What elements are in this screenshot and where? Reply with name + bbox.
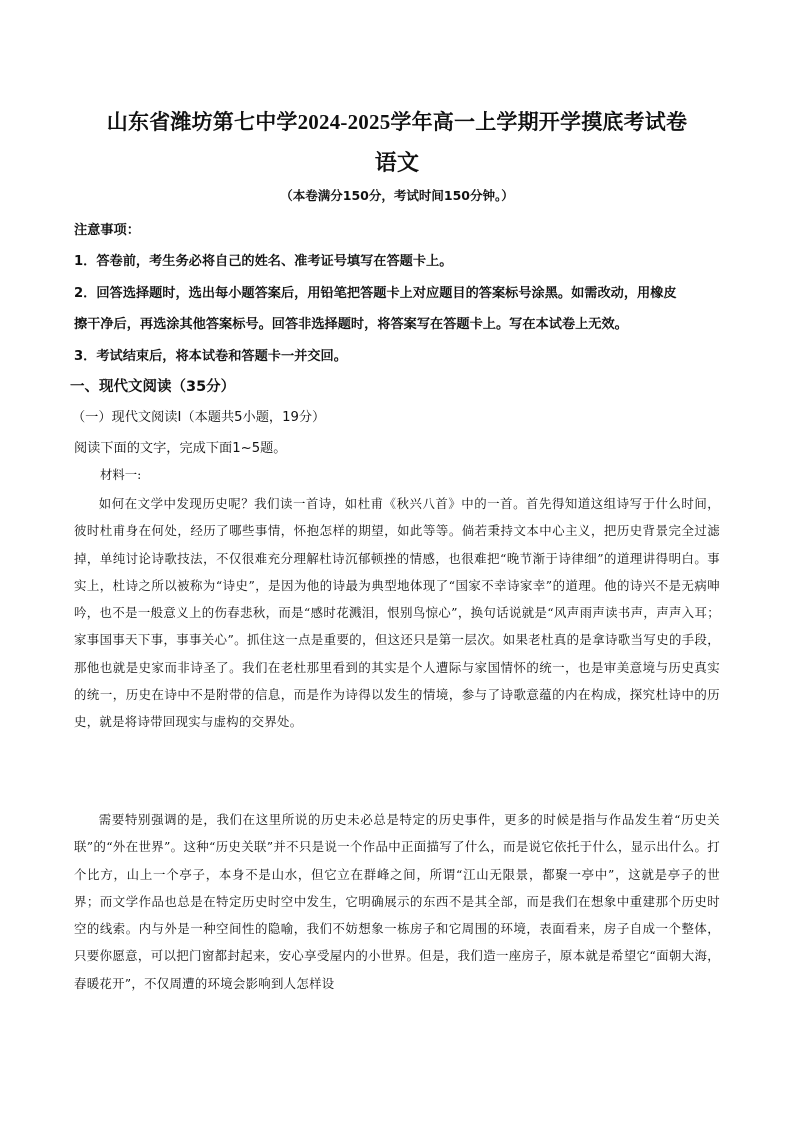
notice-heading: 注意事项： [74,223,140,238]
material-label: 材料一: [100,467,142,482]
notice-item-1: 1．答卷前，考生务必将自己的姓名、准考证号填写在答题卡上。 [74,254,453,269]
notice-item-2-cont: 擦干净后，再选涂其他答案标号。回答非选择题时，将答案写在答题卡上。写在本试卷上无效。 [74,317,628,332]
reading-instruction: 阅读下面的文字，完成下面1~5题。 [74,441,287,456]
notice-item-2: 2．回答选择题时，选出每小题答案后，用铅笔把答题卡上对应题目的答案标号涂黑。如需改动，用橡皮 [74,286,677,301]
exam-subject: 语文 [374,150,420,175]
section-title: 一、现代文阅读（35分） [70,379,236,395]
exam-title: 山东省潍坊第七中学2024-2025学年高一上学期开学摸底考试卷 [106,110,688,134]
subsection-title: （一）现代文阅读Ⅰ（本题共5小题，19分） [72,410,326,425]
material-paragraph-2: 需要特别强调的是，我们在这里所说的历史未必总是特定的历史事件，更多的时候是指与作品发生着“历史关联”的“外在世界”。这种“历史关联”并不只是说一个作品中正面描写了什么，而是说它依托于什么，显示出什么。打个比方，山上一个亭子，本身不是山水，但它立在群峰之间，所谓“江山无限景，都聚一亭中”，这就是亭子的世界；而文学作品也总是在特定历史时空中发生，它明确展示的东西不是其全部，而是我们在想象中重建那个历史时空的线索。内与外是一种空间性的隐喻，我们不妨想象一栋房子和它周围的环境，表面看来，房子自成一个整体，只要你愿意，可以把门窗都封起来，安心享受屋内的小世界。但是，我们造一座房子，原本就是希望它“面朝大海，春暖花开”，不仅周遭的环境会影响到人怎样设 [74,812,720,991]
notice-item-3: 3．考试结束后，将本试卷和答题卡一并交回。 [74,349,347,364]
exam-note: （本卷满分150分，考试时间150分钟。） [280,188,514,203]
material-paragraph-1: 如何在文学中发现历史呢？我们读一首诗，如杜甫《秋兴八首》中的一首。首先得知道这组诗写于什么时间，彼时杜甫身在何处，经历了哪些事情，怀抱怎样的期望，如此等等。倘若秉持文本中心主义，把历史背景完全过滤掉，单纯讨论诗歌技法，不仅很难充分理解杜诗沉郁顿挫的情感，也很难把“晚节渐于诗律细”的道理讲得明白。事实上，杜诗之所以被称为“诗史”，是因为他的诗最为典型地体现了“国家不幸诗家幸”的道理。他的诗兴不是无病呻吟，也不是一般意义上的伤春悲秋，而是“感时花溅泪，恨别鸟惊心”，换句话说就是“风声雨声读书声，声声入耳；家事国事天下事，事事关心”。抓住这一点是重要的，但这还只是第一层次。如果老杜真的是拿诗歌当写史的手段，那他也就是史家而非诗圣了。我们在老杜那里看到的其实是个人遭际与家国情怀的统一，也是审美意境与历史真实的统一，历史在诗中不是附带的信息，而是作为诗得以发生的情境，参与了诗歌意蕴的内在构成，探究杜诗中的历史，就是将诗带回现实与虚构的交界处。 [74,496,720,730]
